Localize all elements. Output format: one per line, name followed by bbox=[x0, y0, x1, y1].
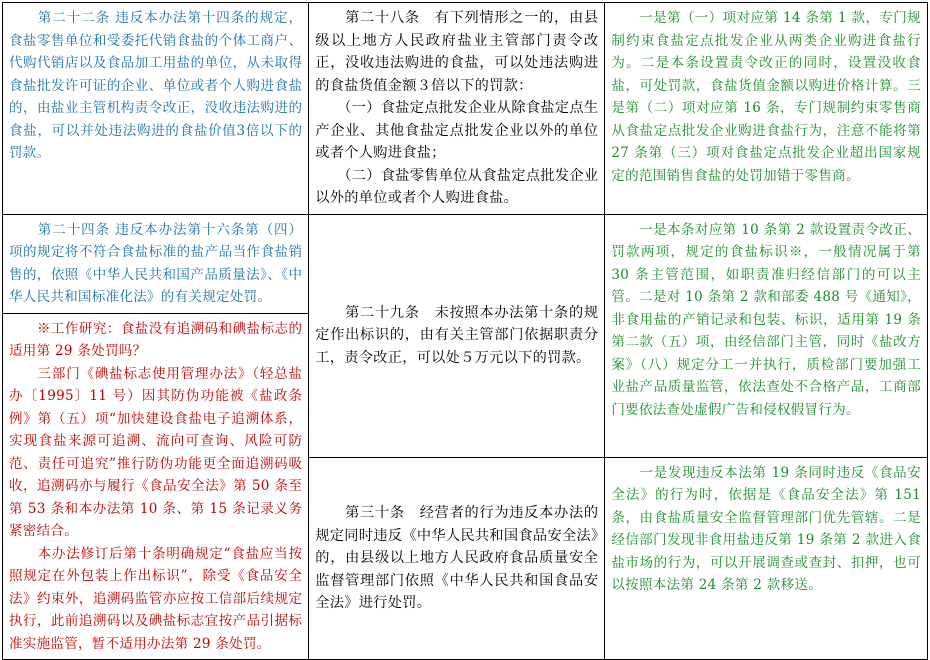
article-22-text: 第二十二条 违反本办法第十四条的规定，食盐零售单位和受委托代销食盐的个体工商户、代购代销店以及食品加工用盐的单位，从未取得食盐批发许可证的企业、单位或者个人购进食盐的，由盐业主管机构责令改正，没收违法购进的食盐，可以并处违法购进的食盐价值3倍以下的罚款。 bbox=[9, 10, 303, 161]
cell-article-29 bbox=[309, 214, 605, 457]
cell-article-22 bbox=[3, 3, 309, 215]
article-30-text: 第三十条 经营者的行为违反本办法的规定同时违反《中华人民共和国食品安全法》的，由县级以上地方人民政府食品质量安全监督管理部门依照《中华人民共和国食品安全法》进行处罚。 bbox=[315, 505, 599, 612]
cell-work-research bbox=[3, 313, 309, 660]
cell-article-28 bbox=[309, 3, 605, 215]
cell-article-24 bbox=[3, 214, 309, 313]
work-research-text: ※工作研究：食盐没有追溯码和碘盐标志的适用第 29 条处罚吗？ 三部门《碘盐标志使用管理办法》（轻总盐办〔1995〕11 号）因其防伪功能被《盐政条例》第（五）项“加快建设食盐电子追溯体系，实现食盐来源可追溯、流向可查询、风险可防范、责任可追究”推行防伪功能更全面追溯码吸收，追溯码亦与履行《食品安全法》第 50 条至第 53 条和本办法第 10 条、第 15 条记录义务紧密结合。 本办法修订后第十条明确规定“食盐应当按照规定在外包装上作出标识”，除受《食品安全法》约束外，追溯码监管亦应按工信部后续规定执行，此前追溯码以及碘盐标志宜按产品引据标准实施监管，暂不适用办法第 29 条处罚。 bbox=[9, 320, 303, 652]
note-28-text: 一是第（一）项对应第 14 条第 1 款，专门规制约束食盐定点批发企业从两类企业购进食盐行为。二是本条设置责令改正的同时，设置没收食盐，可处罚款，食盐货值金额以购进价格计算。三是第（二）项对应第 16 条，专门规制约束零售商从食盐定点批发企业购进食盐行为，注意不能将第 27 条第（三）项对食盐定点批发企业超出国家规定的范围销售食盐的处罚加错于零售商。 bbox=[611, 10, 926, 184]
article-24-text: 第二十四条 违反本办法第十六条第（四）项的规定将不符合食盐标准的盐产品当作食盐销售的，依照《中华人民共和国产品质量法》、《中华人民共和国标准化法》的有关规定处罚。 bbox=[9, 221, 303, 305]
cell-article-30 bbox=[309, 457, 605, 659]
cell-note-30 bbox=[605, 457, 928, 659]
note-29-text: 一是本条对应第 10 条第 2 款设置责令改正、罚款两项，规定的食盐标识※，一般情况属于第 30 条主管范围，如职责准归经信部门的可以主管。二是对 10 条第 2 款和部委 488 号《通知》，非食用盐的产销记录和包装、标识，适用第 19 条第二款（五）项，由经信部门主管，同时《盐改方案》（八）规定分工一并执行，质检部门要加强工业盐产品质量监管，依法查处不合格产品，工商部门要依法查处虚假广告和侵权假冒行为。 bbox=[611, 221, 926, 418]
article-29-text: 第二十九条 未按照本办法第十条的规定作出标识的，由有关主管部门依据职责分工，责令改正，可以处５万元以下的罚款。 bbox=[315, 304, 599, 366]
cell-note-29 bbox=[605, 214, 928, 457]
note-30-text: 一是发现违反本法第 19 条同时违反《食品安全法》的行为时，依据是《食品安全法》第 151 条，由食盐质量安全监督管理部门优先管辖。二是经信部门发现非食用盐违反第 19 条第 2 款进入食盐市场的行为，可以开展调查或查封、扣押，也可以按照本法第 24 条第 2 款移送。 bbox=[611, 464, 926, 594]
cell-note-28 bbox=[605, 3, 928, 215]
regulation-comparison-table bbox=[2, 2, 928, 660]
article-28-text: 第二十八条 有下列情形之一的，由县级以上地方人民政府盐业主管部门责令改正，没收违法购进的食盐，可以处违法购进的食盐货值金额３倍以下的罚款： （一）食盐定点批发企业从除食盐定点生产企业、其他食盐定点批发企业以外的单位或者个人购进食盐； （二）食盐零售单位从食盐定点批发企业以外的单位或者个人购进食盐。 bbox=[315, 10, 599, 206]
